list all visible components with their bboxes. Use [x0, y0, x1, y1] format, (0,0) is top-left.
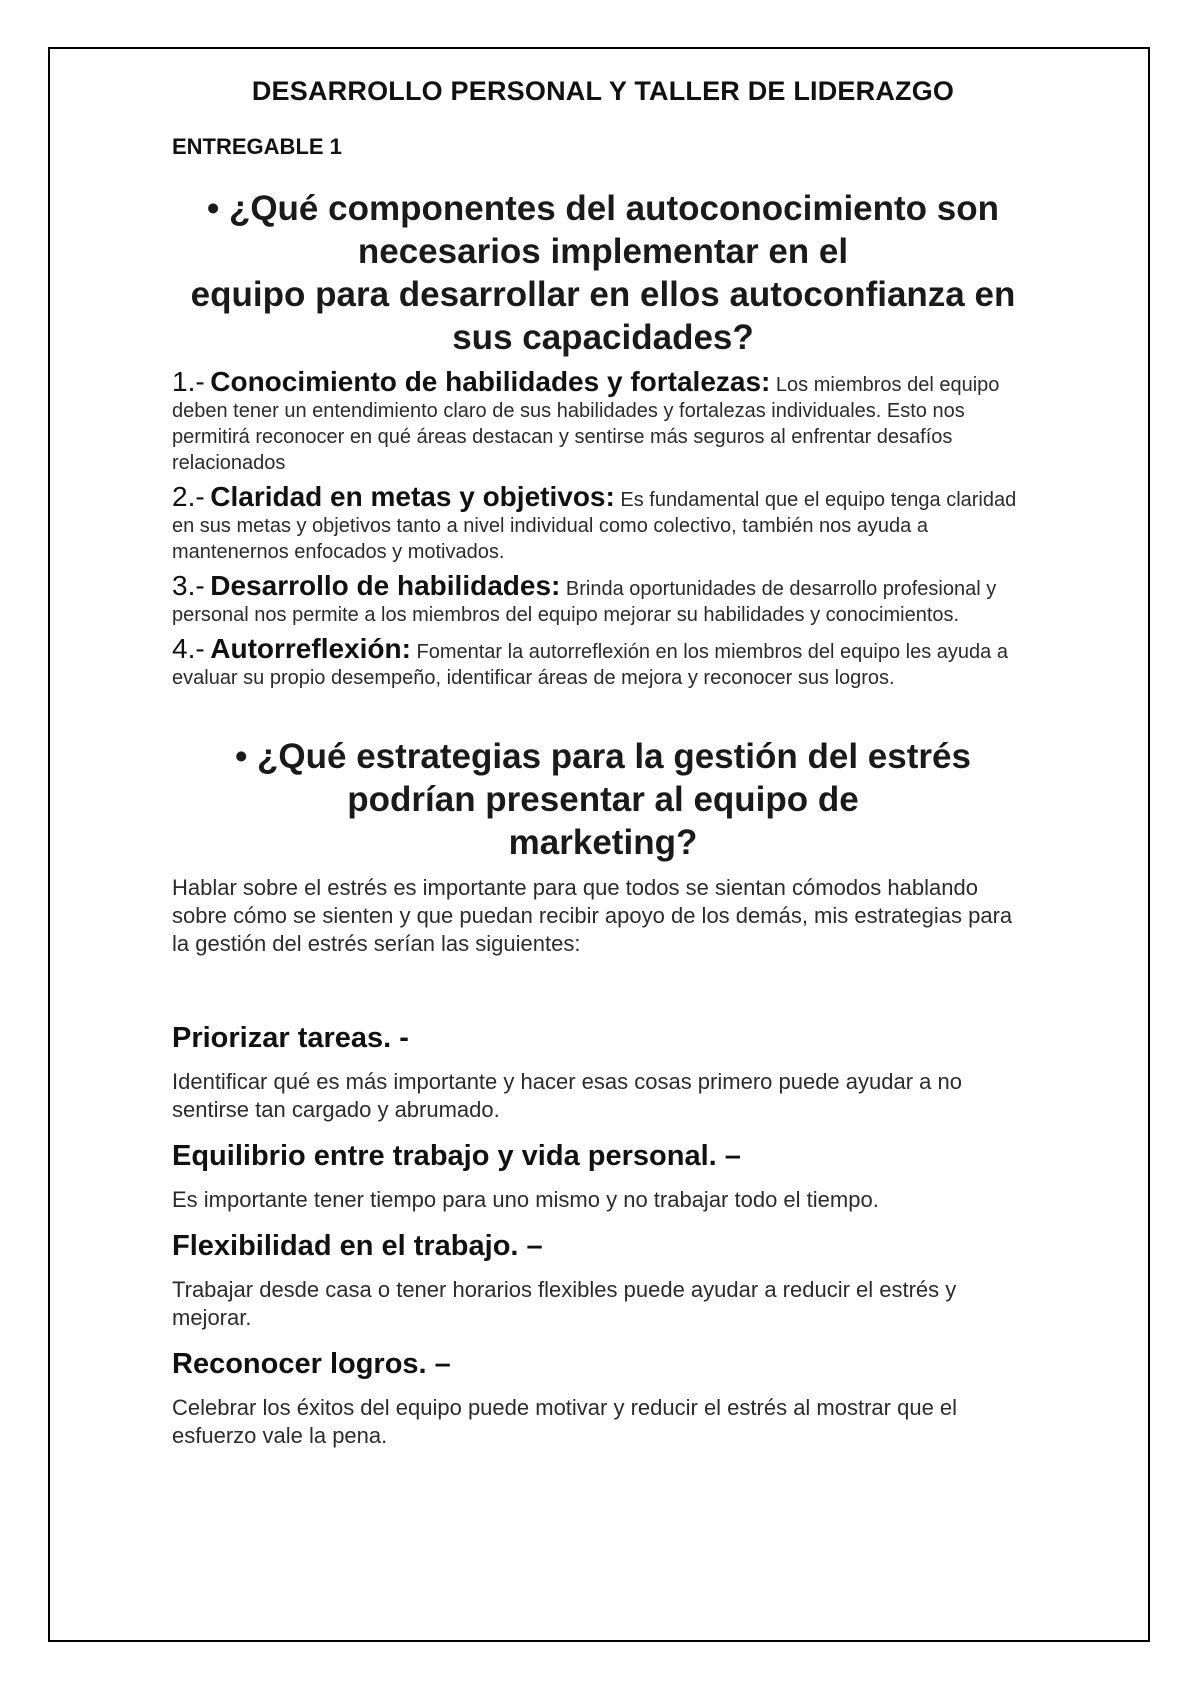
strategy-description: Celebrar los éxitos del equipo puede motivar y reducir el estrés al mostrar que el esfuerzo vale la pena. [172, 1395, 958, 1448]
component-body: Es fundamental que el equipo tenga claridad en sus metas y objetivos tanto a nivel individual como colectivo, también nos ayuda a mantenernos enfocados y motivados. [172, 489, 1017, 563]
question-2-line: marketing? [508, 823, 698, 862]
document-body [172, 70, 1034, 1450]
component-lead: Conocimiento de habilidades y fortalezas: [210, 366, 771, 397]
component-item [172, 633, 1034, 691]
question-1-line: sus capacidades? [452, 318, 754, 357]
question-2-heading [172, 735, 1034, 864]
component-lead: Claridad en metas y objetivos: [210, 481, 615, 512]
component-number: 1.- [172, 366, 205, 397]
component-item [172, 570, 1034, 628]
components-list [172, 366, 1034, 691]
question-1-line: • ¿Qué componentes del autoconocimiento son [206, 189, 1000, 228]
component-item [172, 366, 1034, 476]
component-body: Los miembros del equipo deben tener un entendimiento claro de sus habilidades y fortalezas individuales. Esto nos permitirá reconocer en qué áreas destacan y sentirse más seguros al enfrentar desafíos relacionados [172, 374, 1000, 474]
strategy-item [172, 1346, 1034, 1450]
strategy-item [172, 1138, 1034, 1214]
component-body: Brinda oportunidades de desarrollo profesional y personal nos permite a los miembros del equipo mejorar su habilidades y conocimientos. [172, 578, 997, 626]
strategy-title: Priorizar tareas. - [172, 1022, 409, 1054]
document-subtitle: ENTREGABLE 1 [172, 134, 342, 159]
component-item [172, 481, 1034, 565]
strategy-title: Reconocer logros. – [172, 1348, 451, 1380]
document-title: DESARROLLO PERSONAL Y TALLER DE LIDERAZGO [251, 76, 955, 106]
component-lead: Autorreflexión: [210, 633, 411, 664]
component-number: 2.- [172, 481, 205, 512]
strategy-item [172, 1020, 1034, 1124]
strategy-title: Flexibilidad en el trabajo. – [172, 1230, 543, 1262]
strategy-description: Es importante tener tiempo para uno mismo y no trabajar todo el tiempo. [172, 1187, 879, 1212]
strategies-intro: Hablar sobre el estrés es importante para que todos se sientan cómodos hablando sobre cómo se sienten y que puedan recibir apoyo de los demás, mis estrategias para la gestión del estrés serían las siguientes: [172, 875, 1013, 956]
component-body: Fomentar la autorreflexión en los miembros del equipo les ayuda a evaluar su propio desempeño, identificar áreas de mejora y reconocer sus logros. [172, 641, 1008, 689]
question-1-heading [172, 187, 1034, 359]
strategy-item [172, 1228, 1034, 1332]
question-2-line: • ¿Qué estrategias para la gestión del estrés [235, 737, 971, 776]
question-1-line: necesarios implementar en el [357, 232, 849, 271]
strategy-description: Identificar qué es más importante y hacer esas cosas primero puede ayudar a no sentirse tan cargado y abrumado. [172, 1069, 962, 1122]
question-2-line: podrían presentar al equipo de [347, 780, 859, 819]
strategy-title: Equilibrio entre trabajo y vida personal. – [172, 1140, 741, 1172]
component-number: 4.- [172, 633, 205, 664]
question-1-line: equipo para desarrollar en ellos autoconfianza en [190, 275, 1016, 314]
strategy-description: Trabajar desde casa o tener horarios flexibles puede ayudar a reducir el estrés y mejorar. [172, 1277, 957, 1330]
component-lead: Desarrollo de habilidades: [210, 570, 561, 601]
component-number: 3.- [172, 570, 205, 601]
